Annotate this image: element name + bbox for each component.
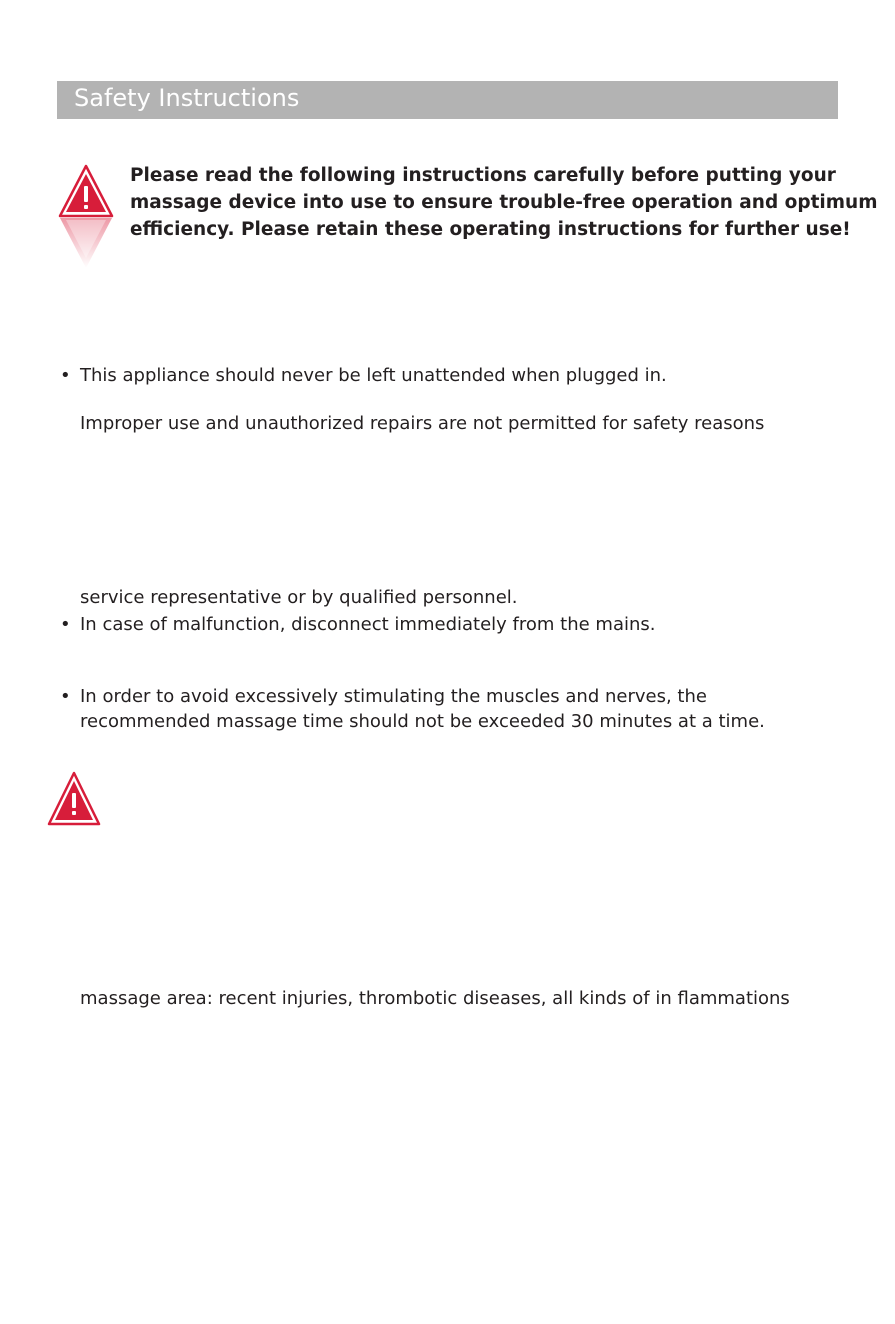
safety-item-stimulating-line-1: In order to avoid excessively stimulating the muscles and nerves, the: [80, 686, 707, 707]
safety-item-malfunction: In case of malfunction, disconnect immediately from the mains.: [80, 614, 656, 635]
section-title: Safety Instructions: [74, 84, 300, 112]
intro-line: Please read the following instructions carefully before putting your: [130, 165, 836, 186]
safety-item-service: service representative or by qualified personnel.: [80, 587, 518, 608]
warning-triangle-icon: [47, 771, 101, 827]
intro-paragraph: [130, 162, 878, 243]
safety-item-massage-area: massage area: recent injuries, thrombotic diseases, all kinds of in flammations: [80, 988, 790, 1009]
warning-triangle-icon: [58, 164, 114, 270]
safety-item-improper-use: Improper use and unauthorized repairs are not permitted for safety reasons: [80, 413, 765, 434]
intro-line: efficiency. Please retain these operating instructions for further use!: [130, 219, 851, 240]
safety-item-stimulating-line-2: recommended massage time should not be exceeded 30 minutes at a time.: [80, 711, 765, 732]
bullet-marker: •: [60, 365, 71, 386]
bullet-marker: •: [60, 686, 71, 707]
intro-line: massage device into use to ensure trouble-free operation and optimum: [130, 192, 878, 213]
safety-item-attended: This appliance should never be left unattended when plugged in.: [80, 365, 667, 386]
bullet-marker: •: [60, 614, 71, 635]
section-header-bar: [57, 81, 838, 119]
